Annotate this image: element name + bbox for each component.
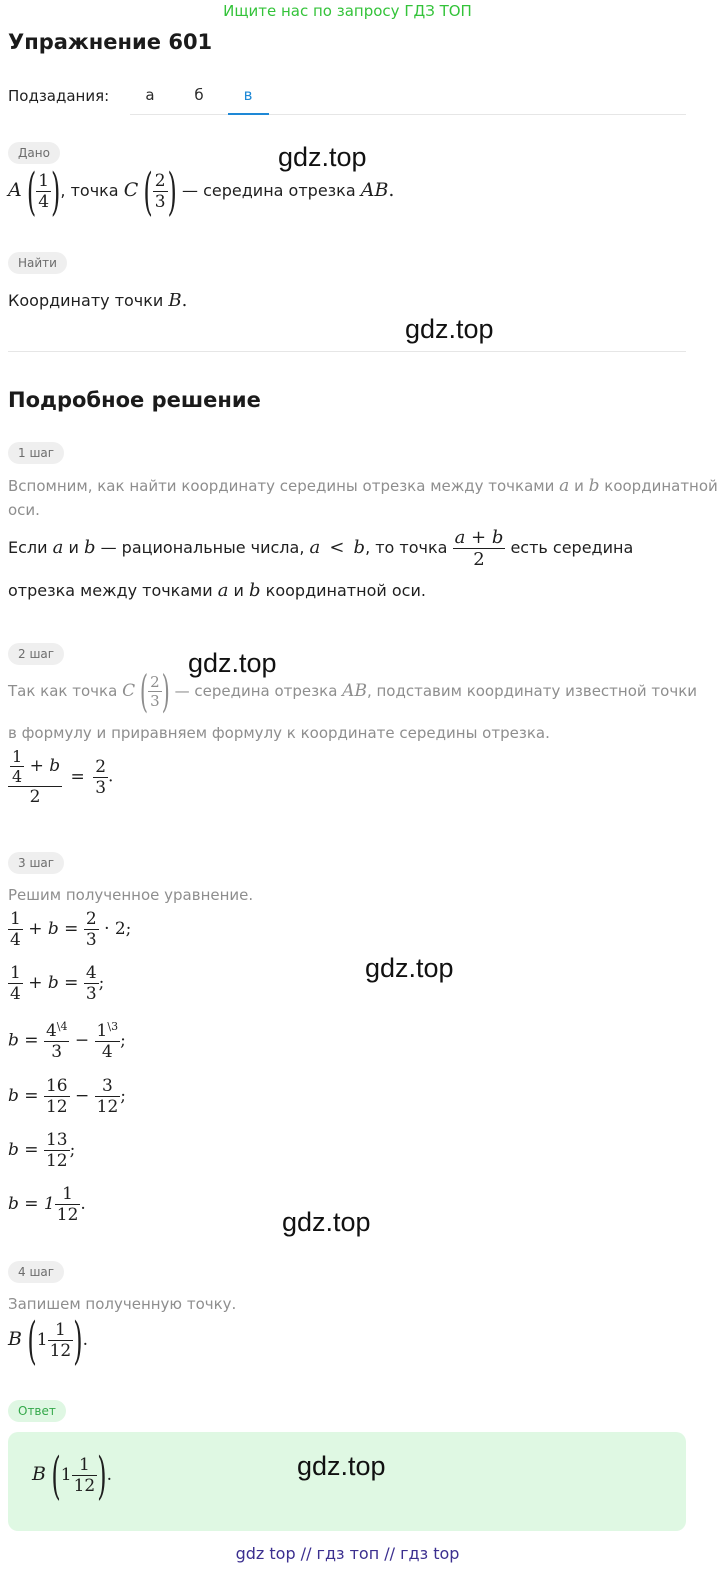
fraction-den: 12 (49, 1341, 72, 1361)
fraction-num: 2 (95, 756, 107, 777)
lhs: b = (8, 1030, 39, 1051)
step3-line3 (8, 1020, 126, 1062)
extra-factor: \4 (56, 1020, 68, 1033)
page-title: Упражнение 601 (8, 30, 213, 54)
segment-ab: AB (360, 179, 389, 201)
tab-b[interactable]: б (194, 86, 204, 104)
step2-text: — середина отрезка (174, 682, 338, 700)
point-b: B (168, 290, 182, 311)
less-sign: < (329, 537, 345, 558)
step3-chip: 3 шаг (8, 852, 64, 874)
step2-text: , подставим координату известной точки (366, 682, 697, 700)
tail: ; (120, 1030, 126, 1051)
paren-left: ( (51, 1446, 61, 1505)
whole-part: 1 (36, 1330, 48, 1350)
tabs-divider (130, 114, 686, 115)
fraction-den: 3 (85, 984, 97, 1004)
and-text: и (233, 581, 244, 600)
segment-text: отрезка между точками (8, 581, 213, 600)
axis-text: координатной оси. (265, 581, 426, 600)
whole-part: 1 (60, 1465, 72, 1485)
fraction-den: 3 (95, 777, 107, 798)
fraction-den: 4 (10, 984, 21, 1004)
step3-line1 (8, 909, 131, 950)
fraction-num: 16 (45, 1076, 68, 1096)
paren-left: ( (27, 1311, 37, 1370)
fraction-den: 12 (45, 1151, 68, 1171)
fraction-den: 4 (10, 930, 21, 950)
active-tab-indicator (228, 113, 269, 115)
equals-sign: = (70, 766, 85, 787)
period: . (82, 1330, 88, 1350)
fraction-den: 4 (38, 192, 50, 212)
fraction-num: 1 (54, 1320, 66, 1340)
fraction-den: 4 (12, 767, 23, 786)
fraction-num: a + b (454, 527, 504, 548)
plus-b: + b (29, 756, 61, 776)
fraction-num (95, 1020, 121, 1041)
and-text: и (68, 538, 79, 557)
step2-line2: в формулу и приравняем формулу к координате середины отрезка. (8, 724, 550, 742)
fraction-a (36, 171, 51, 212)
var-a: a (52, 537, 64, 558)
step3-line4 (8, 1076, 126, 1117)
fraction-c (153, 171, 168, 212)
step2-line1 (8, 666, 697, 717)
tail: ; (120, 1086, 127, 1106)
fraction-c (148, 673, 162, 710)
point-b: B (8, 1328, 22, 1350)
point-b: B (32, 1463, 46, 1485)
step3-line5 (8, 1130, 75, 1171)
var-b: b (588, 476, 600, 496)
and-text: и (574, 477, 584, 495)
answer-chip: Ответ (8, 1400, 66, 1422)
tail: ; (98, 973, 105, 993)
top-banner[interactable]: Ищите нас по запросу ГДЗ ТОП (223, 2, 472, 20)
fraction-den: 3 (85, 930, 97, 950)
lhs: b = (8, 1140, 39, 1160)
fraction (84, 963, 99, 1004)
step1-line2 (8, 527, 633, 570)
fraction-den: 2 (453, 548, 506, 570)
fraction-num: 1 (10, 909, 21, 929)
find-text: Координату точки (8, 291, 164, 310)
paren-left: ( (143, 162, 153, 221)
fraction-den: 3 (154, 192, 166, 212)
paren-right: ) (97, 1446, 107, 1505)
step4-result (8, 1311, 88, 1370)
fraction-num: 1 (12, 747, 23, 766)
step1-line3 (8, 580, 426, 601)
fraction (72, 1455, 98, 1496)
var-b: b (249, 580, 261, 601)
lhs: b = (8, 1086, 39, 1106)
fraction-num: 3 (102, 1076, 113, 1096)
fraction-num: 4 (85, 963, 97, 983)
watermark: gdz.top (278, 142, 367, 172)
is-mid-text: есть середина (510, 538, 634, 557)
eq-left-num (8, 747, 62, 786)
fraction (44, 1076, 70, 1117)
fraction (55, 1184, 81, 1225)
fraction (8, 909, 23, 950)
fraction-num: 1 (78, 1455, 90, 1475)
fraction-num: 2 (85, 909, 97, 929)
plus-b-equals: + b = (28, 973, 79, 993)
step1-chip: 1 шаг (8, 442, 64, 464)
fraction (44, 1130, 70, 1171)
paren-left: ( (26, 162, 37, 221)
period: . (108, 766, 114, 787)
fraction-den: 4 (95, 1041, 121, 1062)
fraction-num (44, 1020, 70, 1041)
lhs: b = 1 (8, 1194, 55, 1214)
fraction-num: 13 (45, 1130, 68, 1150)
watermark: gdz.top (297, 1451, 386, 1481)
divider (8, 351, 686, 352)
paren-right: ) (51, 162, 61, 221)
point-c: C (123, 179, 139, 201)
tail: . (80, 1194, 86, 1214)
fraction-num: 1 (38, 171, 50, 191)
var-b: b (83, 537, 96, 558)
minus-sign: − (74, 1086, 90, 1106)
step3-line2 (8, 963, 104, 1004)
period: . (181, 290, 188, 311)
watermark: gdz.top (405, 314, 494, 344)
inner-fraction (10, 747, 24, 786)
tab-v[interactable]: в (243, 86, 253, 104)
find-line (8, 290, 187, 311)
step1-gray-line2: оси. (8, 501, 40, 519)
fraction (48, 1320, 74, 1361)
tail: · 2; (104, 919, 132, 939)
given-chip: Дано (8, 142, 60, 164)
tail: ; (69, 1140, 76, 1160)
solution-title: Подробное решение (8, 388, 261, 412)
var-a: a (309, 537, 321, 558)
fraction-num: 2 (154, 171, 166, 191)
paren-right: ) (73, 1311, 83, 1370)
step4-chip: 4 шаг (8, 1261, 64, 1283)
eq-left-fraction (8, 747, 62, 807)
fraction (95, 1020, 121, 1062)
plus-b-equals: + b = (28, 919, 79, 939)
step4-text: Запишем полученную точку. (8, 1295, 237, 1313)
paren-left: ( (139, 666, 149, 717)
given-text-point: , точка (60, 181, 119, 200)
fraction-den: 12 (96, 1097, 119, 1117)
step3-line6 (8, 1184, 86, 1225)
watermark: gdz.top (365, 953, 454, 983)
paren-right: ) (167, 162, 177, 221)
fraction (95, 1076, 121, 1117)
point-a: A (8, 179, 22, 201)
watermark: gdz.top (188, 648, 277, 678)
var-a: a (217, 580, 229, 601)
fraction-den: 2 (8, 786, 62, 807)
step2-chip: 2 шаг (8, 643, 64, 665)
var-b: b (353, 537, 366, 558)
tab-a[interactable]: а (145, 86, 155, 104)
numerator: 4 (45, 1021, 57, 1041)
step1-text: координатной (604, 477, 718, 495)
rational-text: — рациональные числа, (100, 538, 305, 557)
minus-sign: − (74, 1030, 90, 1051)
step3-text: Решим полученное уравнение. (8, 886, 254, 904)
fraction-num: 1 (10, 963, 21, 983)
step2-text: Так как точка (8, 682, 118, 700)
fraction-den: 12 (73, 1476, 96, 1496)
if-text: Если (8, 538, 48, 557)
step1-gray-line1 (8, 476, 718, 496)
midpoint-fraction (453, 527, 506, 570)
eq-right-fraction (93, 757, 108, 798)
fraction-den: 3 (150, 692, 160, 710)
point-c: C (122, 681, 136, 701)
answer-result (32, 1446, 112, 1505)
fraction (84, 909, 99, 950)
footer-links[interactable]: gdz top // гдз топ // гдз top (235, 1544, 460, 1563)
period: . (106, 1465, 112, 1485)
fraction (8, 963, 23, 1004)
period: . (388, 179, 395, 201)
then-text: , то точка (365, 538, 448, 557)
fraction-den: 12 (45, 1097, 68, 1117)
fraction-num: 2 (150, 673, 160, 691)
step1-text: Вспомним, как найти координату середины отрезка между точками (8, 477, 555, 495)
numerator: 1 (96, 1021, 108, 1041)
given-text-mid: — середина отрезка (182, 181, 356, 200)
fraction-den: 12 (56, 1205, 79, 1225)
watermark: gdz.top (282, 1207, 371, 1237)
extra-factor: \3 (107, 1020, 119, 1033)
var-a: a (559, 476, 570, 496)
fraction-num: 1 (62, 1184, 73, 1204)
fraction-den: 3 (44, 1041, 70, 1062)
paren-right: ) (161, 666, 170, 717)
fraction (44, 1020, 70, 1062)
given-line (8, 162, 395, 221)
segment-ab: AB (342, 681, 367, 701)
subtasks-label: Подзадания: (8, 87, 110, 105)
step2-equation (8, 747, 113, 807)
find-chip: Найти (8, 252, 67, 274)
